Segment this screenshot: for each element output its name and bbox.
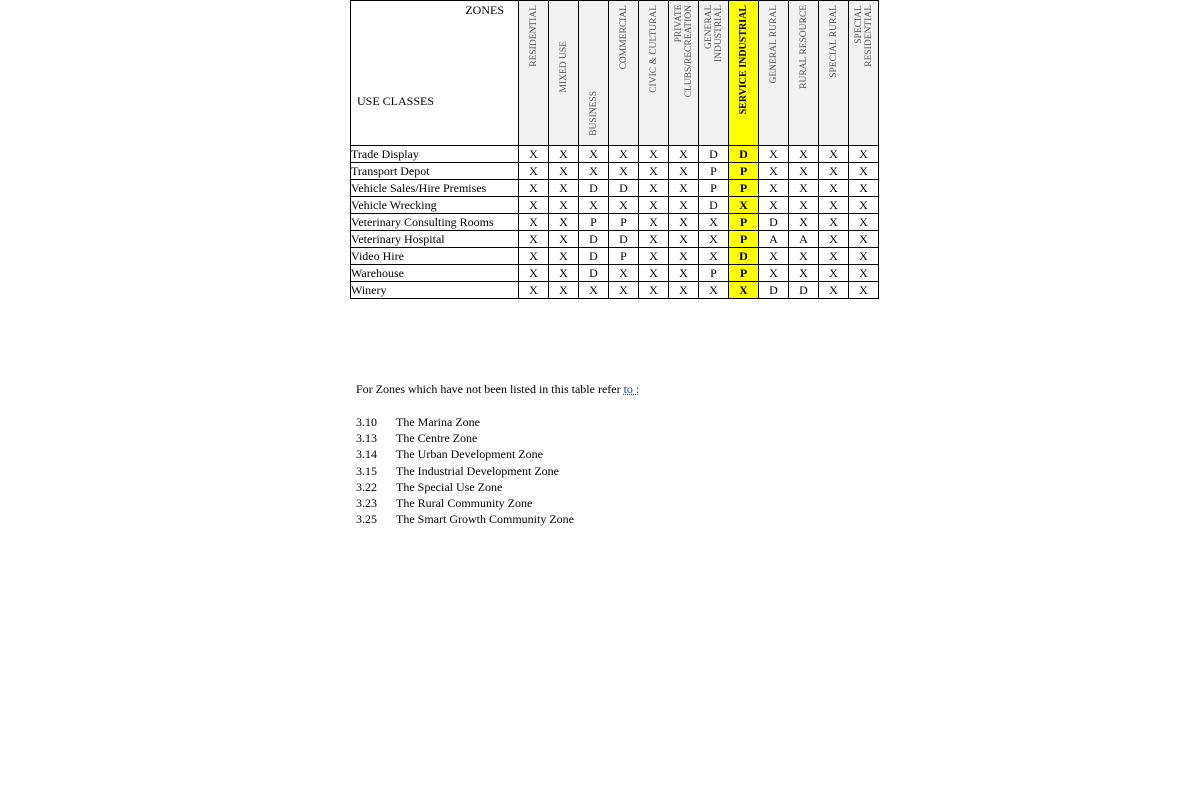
table-row [351,248,879,265]
permission-cell: X [549,231,579,248]
zone-header [669,1,699,146]
zone-header [639,1,669,146]
reference-number: 3.15 [356,463,377,478]
permission-cell: P [729,265,759,282]
permission-cell: X [849,265,879,282]
permission-cell: X [789,163,819,180]
permission-cell: D [699,146,729,163]
permission-cell: D [759,282,789,299]
zone-reference-item [356,495,574,511]
use-class-cell: Vehicle Wrecking [351,197,519,214]
permission-cell: X [519,214,549,231]
permission-cell: X [849,248,879,265]
permission-cell: X [669,231,699,248]
permission-cell: P [729,214,759,231]
permission-cell: D [609,180,639,197]
permission-cell: X [639,180,669,197]
permission-cell: X [669,248,699,265]
permission-cell: X [699,231,729,248]
zones-note [356,382,639,397]
permission-cell: X [759,163,789,180]
permission-cell: X [519,163,549,180]
permission-cell: D [579,180,609,197]
use-class-cell: Video Hire [351,248,519,265]
zone-reference-item [356,511,574,527]
permission-cell: X [759,248,789,265]
permission-cell: X [519,282,549,299]
permission-cell: X [519,265,549,282]
permission-cell: X [639,265,669,282]
permission-cell: X [519,180,549,197]
reference-number: 3.13 [356,431,377,446]
zone-header [729,1,759,146]
permission-cell: X [759,265,789,282]
zone-reference-list [356,414,574,527]
table-corner [351,1,519,146]
permission-cell: X [549,180,579,197]
permission-cell: X [819,180,849,197]
zone-reference-item [356,463,574,479]
permission-cell: X [849,180,879,197]
reference-number: 3.23 [356,496,377,511]
permission-cell: D [579,248,609,265]
permission-cell: X [519,231,549,248]
reference-number: 3.14 [356,447,377,462]
zone-header [579,1,609,146]
table-row [351,214,879,231]
permission-cell: D [729,248,759,265]
zone-header-label: GENERAL INDUSTRIAL [703,5,724,62]
zone-header [549,1,579,146]
permission-cell: D [579,265,609,282]
reference-name: The Urban Development Zone [396,447,543,462]
zone-header-label: MIXED USE [558,41,569,93]
table-row [351,163,879,180]
zone-reference-item [356,430,574,446]
zone-reference-item [356,446,574,462]
zone-header-label: BUSINESS [588,91,599,136]
zone-header [609,1,639,146]
permission-cell: X [849,163,879,180]
permission-cell: X [789,197,819,214]
use-class-cell: Veterinary Consulting Rooms [351,214,519,231]
reference-name: The Smart Growth Community Zone [396,512,574,527]
note-text: For Zones which have not been listed in this table refer [356,382,624,396]
permission-cell: X [609,163,639,180]
permission-cell: X [669,265,699,282]
permission-cell: X [819,197,849,214]
permission-cell: X [519,248,549,265]
zone-header-label: RESIDENTIAL [528,5,539,67]
permission-cell: X [819,248,849,265]
permission-cell: X [789,146,819,163]
permission-cell: X [849,282,879,299]
table-row [351,180,879,197]
permission-cell: X [789,214,819,231]
permission-cell: D [759,214,789,231]
permission-cell: P [729,231,759,248]
reference-name: The Special Use Zone [396,479,503,494]
note-link[interactable]: to : [623,382,640,396]
permission-cell: P [609,214,639,231]
permission-cell: X [549,197,579,214]
use-classes-label: USE CLASSES [357,94,435,108]
reference-number: 3.10 [356,415,377,429]
permission-cell: A [759,231,789,248]
zone-header [519,1,549,146]
zone-header-label: SERVICE INDUSTRIAL [737,5,749,115]
permission-cell: X [819,163,849,180]
permission-cell: X [759,180,789,197]
table-row [351,197,879,214]
use-class-cell: Transport Depot [351,163,519,180]
zone-header [759,1,789,146]
table-row [351,146,879,163]
permission-cell: P [729,163,759,180]
reference-name: The Industrial Development Zone [396,463,559,478]
permission-cell: P [699,163,729,180]
permission-cell: D [579,231,609,248]
table-body [351,146,879,299]
use-class-cell: Trade Display [351,146,519,163]
zone-header-label: COMMERCIAL [618,5,629,70]
zone-reference-item [356,479,574,495]
permission-cell: P [579,214,609,231]
permission-cell: X [639,214,669,231]
permission-cell: D [789,282,819,299]
permission-cell: X [699,214,729,231]
permission-cell: X [639,231,669,248]
permission-cell: D [609,231,639,248]
permission-cell: X [849,214,879,231]
table-row [351,282,879,299]
permission-cell: X [759,197,789,214]
permission-cell: X [849,231,879,248]
zone-header [819,1,849,146]
zones-label: ZONES [465,3,504,17]
permission-cell: X [549,282,579,299]
table-row [351,231,879,248]
permission-cell: X [669,197,699,214]
zone-header-label: RURAL RESOURCE [798,5,809,89]
permission-cell: X [669,146,699,163]
permission-cell: X [819,282,849,299]
zone-header-label: CIVIC & CULTURAL [648,5,659,93]
table-header-row [351,1,879,146]
permission-cell: X [789,265,819,282]
zone-header-label: SPECIAL RURAL [828,5,839,78]
table-row [351,265,879,282]
use-class-cell: Vehicle Sales/Hire Premises [351,180,519,197]
permission-cell: X [849,146,879,163]
permission-cell: X [759,146,789,163]
zone-header-label: SPECIAL RESIDENTIAL [853,5,874,67]
permission-cell: X [519,146,549,163]
permission-cell: X [819,231,849,248]
permission-cell: X [549,163,579,180]
zone-reference-item [356,414,574,430]
permission-cell: X [699,248,729,265]
permission-cell: X [789,248,819,265]
permission-cell: P [699,265,729,282]
permission-cell: X [789,180,819,197]
permission-cell: X [669,282,699,299]
permission-cell: X [519,197,549,214]
permission-cell: X [729,197,759,214]
reference-name: The Centre Zone [396,431,478,446]
permission-cell: X [639,146,669,163]
permission-cell: D [699,197,729,214]
permission-cell: X [669,214,699,231]
reference-name: The Marina Zone [396,415,480,429]
permission-cell: X [549,214,579,231]
permission-cell: P [609,248,639,265]
permission-cell: X [609,146,639,163]
permission-cell: X [669,163,699,180]
permission-cell: X [609,265,639,282]
permission-cell: X [579,146,609,163]
permission-cell: X [549,265,579,282]
permission-cell: X [819,146,849,163]
permission-cell: P [699,180,729,197]
permission-cell: X [699,282,729,299]
permission-cell: X [639,248,669,265]
permission-cell: P [729,180,759,197]
use-class-cell: Winery [351,282,519,299]
zone-header-label: PRIVATE CLUBS/RECREATION [673,5,694,98]
permission-cell: D [729,146,759,163]
permission-cell: X [549,146,579,163]
permission-cell: X [579,163,609,180]
permission-cell: X [609,282,639,299]
permission-cell: X [819,214,849,231]
permission-cell: X [819,265,849,282]
zone-header [849,1,879,146]
permission-cell: X [579,197,609,214]
permission-cell: X [609,197,639,214]
zone-header [699,1,729,146]
reference-name: The Rural Community Zone [396,496,533,511]
permission-cell: X [639,282,669,299]
permission-cell: X [579,282,609,299]
permission-cell: X [729,282,759,299]
reference-number: 3.25 [356,512,377,527]
permission-cell: X [639,197,669,214]
permission-cell: X [639,163,669,180]
zoning-table [350,0,879,299]
permission-cell: X [549,248,579,265]
permission-cell: X [849,197,879,214]
zone-header-label: GENERAL RURAL [768,5,779,84]
use-class-cell: Warehouse [351,265,519,282]
zone-header [789,1,819,146]
reference-number: 3.22 [356,479,377,494]
permission-cell: X [669,180,699,197]
permission-cell: A [789,231,819,248]
use-class-cell: Veterinary Hospital [351,231,519,248]
